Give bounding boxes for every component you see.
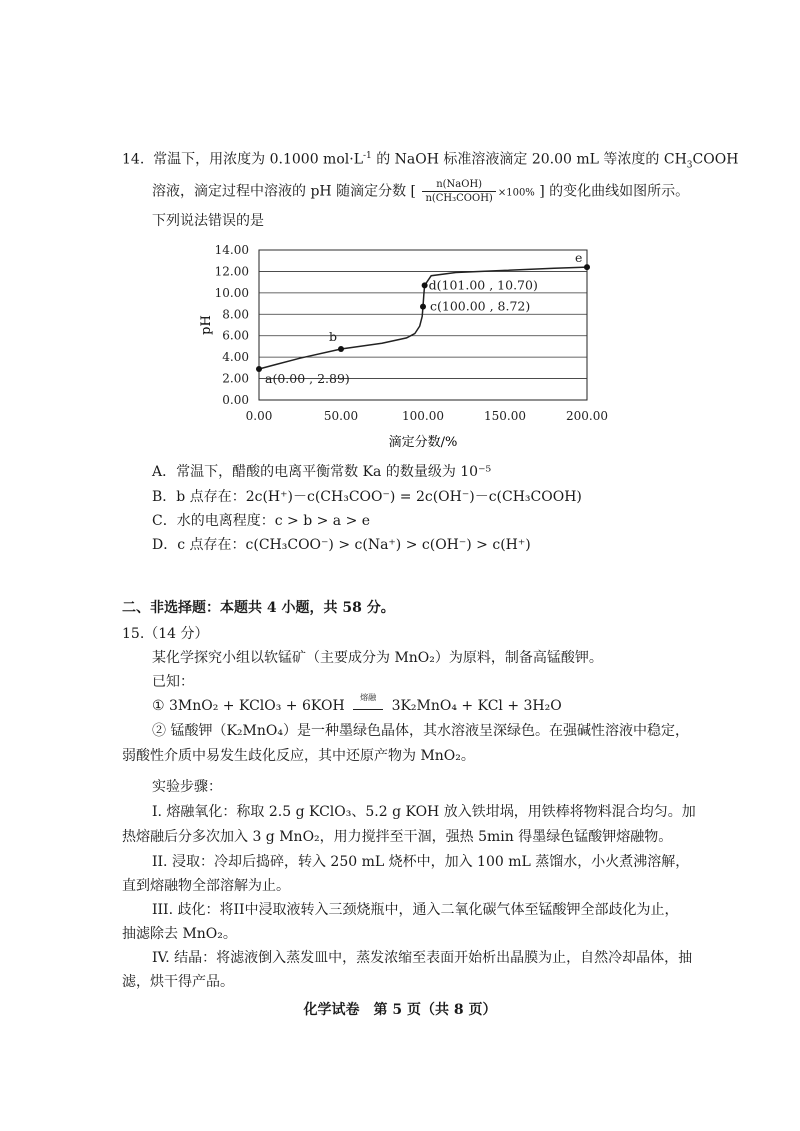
x-axis-label: 滴定分数/% — [388, 435, 458, 450]
point-label: a(0.00 , 2.89) — [265, 371, 350, 387]
q14-sub: 3 — [686, 160, 693, 171]
question-15-number: 15.（14 分） — [122, 626, 209, 642]
x-axis-ticks — [246, 409, 608, 423]
data-point — [584, 264, 590, 270]
point-label: d(101.00 , 10.70) — [428, 277, 538, 293]
step-2-line1: II. 浸取：冷却后捣碎，转入 250 mL 烧杯中，加入 100 mL 蒸馏水，小火煮沸溶解， — [152, 854, 690, 870]
reaction-condition — [353, 693, 383, 710]
q14-text: COOH — [692, 151, 739, 168]
equation-reactants: ① 3MnO₂ + KClO₃ + 6KOH — [152, 698, 345, 714]
q14-sup: -1 — [363, 151, 372, 161]
option-b — [152, 487, 582, 507]
question-14-line2 — [152, 178, 689, 205]
question-14-prompt: 下列说法错误的是 — [152, 213, 264, 229]
step-4-line1: IV. 结晶：将滤液倒入蒸发皿中，蒸发浓缩至表面开始析出晶膜为止，自然冷却晶体，抽 — [152, 950, 693, 966]
option-text: 常温下，醋酸的电离平衡常数 Ka 的数量级为 10⁻⁵ — [176, 464, 492, 480]
y-tick-label: 8.00 — [222, 307, 249, 322]
option-label: A． — [152, 464, 177, 480]
step-3-line1: III. 歧化：将II中浸取液转入三颈烧瓶中，通入二氧化碳气体至锰酸钾全部歧化为止， — [152, 902, 679, 918]
step-2-line2: 直到熔融物全部溶解为止。 — [122, 878, 290, 894]
y-tick-label: 6.00 — [222, 328, 249, 343]
fraction-denominator: n(CH₃COOH) — [425, 193, 493, 204]
titration-chart — [190, 238, 630, 453]
x-tick-label: 200.00 — [566, 409, 608, 423]
step-1-line2: 热熔融后分多次加入 3 g MnO₂，用力搅拌至干涸，强热 5min 得墨绿色锰酸钾熔融物。 — [122, 829, 673, 845]
chart-points — [256, 250, 590, 386]
question-number: 14. — [122, 151, 145, 168]
data-point — [420, 304, 426, 310]
q14-text: 溶液，滴定过程中溶液的 pH 随滴定分数 [ — [152, 183, 416, 200]
page-footer: 化学试卷 第 5 页（共 8 页） — [303, 1002, 497, 1018]
titration-fraction — [422, 178, 495, 205]
fraction-numerator: n(NaOH) — [422, 178, 495, 192]
note-2-line1: ② 锰酸钾（K₂MnO₄）是一种墨绿色晶体，其水溶液呈深绿色。在强碱性溶液中稳定， — [152, 723, 689, 739]
y-tick-label: 2.00 — [222, 371, 249, 386]
question-15-intro: 某化学探究小组以软锰矿（主要成分为 MnO₂）为原料，制备高锰酸钾。 — [152, 650, 603, 666]
y-axis-ticks — [215, 243, 249, 407]
question-14-line1 — [122, 146, 738, 175]
steps-title: 实验步骤： — [152, 779, 222, 795]
option-a — [152, 462, 491, 482]
x-tick-label: 150.00 — [484, 409, 526, 423]
data-point — [338, 346, 344, 352]
q14-text: 的 NaOH 标准溶液滴定 20.00 mL 等浓度的 CH — [371, 151, 687, 168]
y-tick-label: 10.00 — [214, 285, 249, 300]
x-tick-label: 50.00 — [323, 409, 359, 423]
option-label: C． — [152, 513, 177, 529]
step-3-line2: 抽滤除去 MnO₂。 — [122, 926, 237, 942]
y-tick-label: 0.00 — [222, 393, 249, 407]
known-label: 已知： — [152, 674, 194, 690]
point-label: e — [575, 250, 583, 266]
option-text: c 点存在：c(CH₃COO⁻) > c(Na⁺) > c(OH⁻) > c(H⁺) — [177, 537, 531, 553]
y-tick-label: 12.00 — [214, 264, 249, 279]
y-tick-label: 14.00 — [214, 243, 249, 257]
equation-products: 3K₂MnO₄ + KCl + 3H₂O — [391, 698, 562, 714]
option-d — [152, 535, 531, 555]
reaction-equation — [152, 693, 562, 716]
fraction-multiplier: ×100% — [497, 187, 535, 199]
point-label: b — [329, 329, 338, 344]
option-c — [152, 511, 370, 531]
step-1-line1: I. 熔融氧化：称取 2.5 g KClO₃、5.2 g KOH 放入铁坩埚，用铁棒将物料混合均匀。加 — [152, 804, 696, 820]
data-point — [256, 366, 262, 372]
option-text: 水的电离程度：c > b > a > e — [176, 513, 371, 529]
y-axis-label: pH — [199, 315, 214, 335]
note-2-line2: 弱酸性介质中易发生歧化反应，其中还原产物为 MnO₂。 — [122, 748, 475, 764]
option-text: b 点存在：2c(H⁺)－c(CH₃COO⁻) = 2c(OH⁻)－c(CH₃COOH) — [176, 489, 582, 505]
y-tick-label: 4.00 — [222, 350, 249, 365]
option-label: B． — [152, 489, 177, 505]
section-heading: 二、非选择题：本题共 4 小题，共 58 分。 — [122, 600, 395, 616]
condition-text: 熔融 — [360, 693, 377, 702]
q14-text: 常温下，用浓度为 0.1000 mol·L — [153, 151, 363, 168]
option-label: D． — [152, 537, 178, 553]
data-point — [422, 282, 428, 288]
point-label: c(100.00 , 8.72) — [430, 298, 531, 314]
x-tick-label: 0.00 — [245, 409, 273, 423]
x-tick-label: 100.00 — [402, 409, 444, 423]
step-4-line2: 滤，烘干得产品。 — [122, 974, 234, 990]
q14-text: ] 的变化曲线如图所示。 — [539, 183, 690, 200]
equation-arrow — [353, 709, 383, 710]
